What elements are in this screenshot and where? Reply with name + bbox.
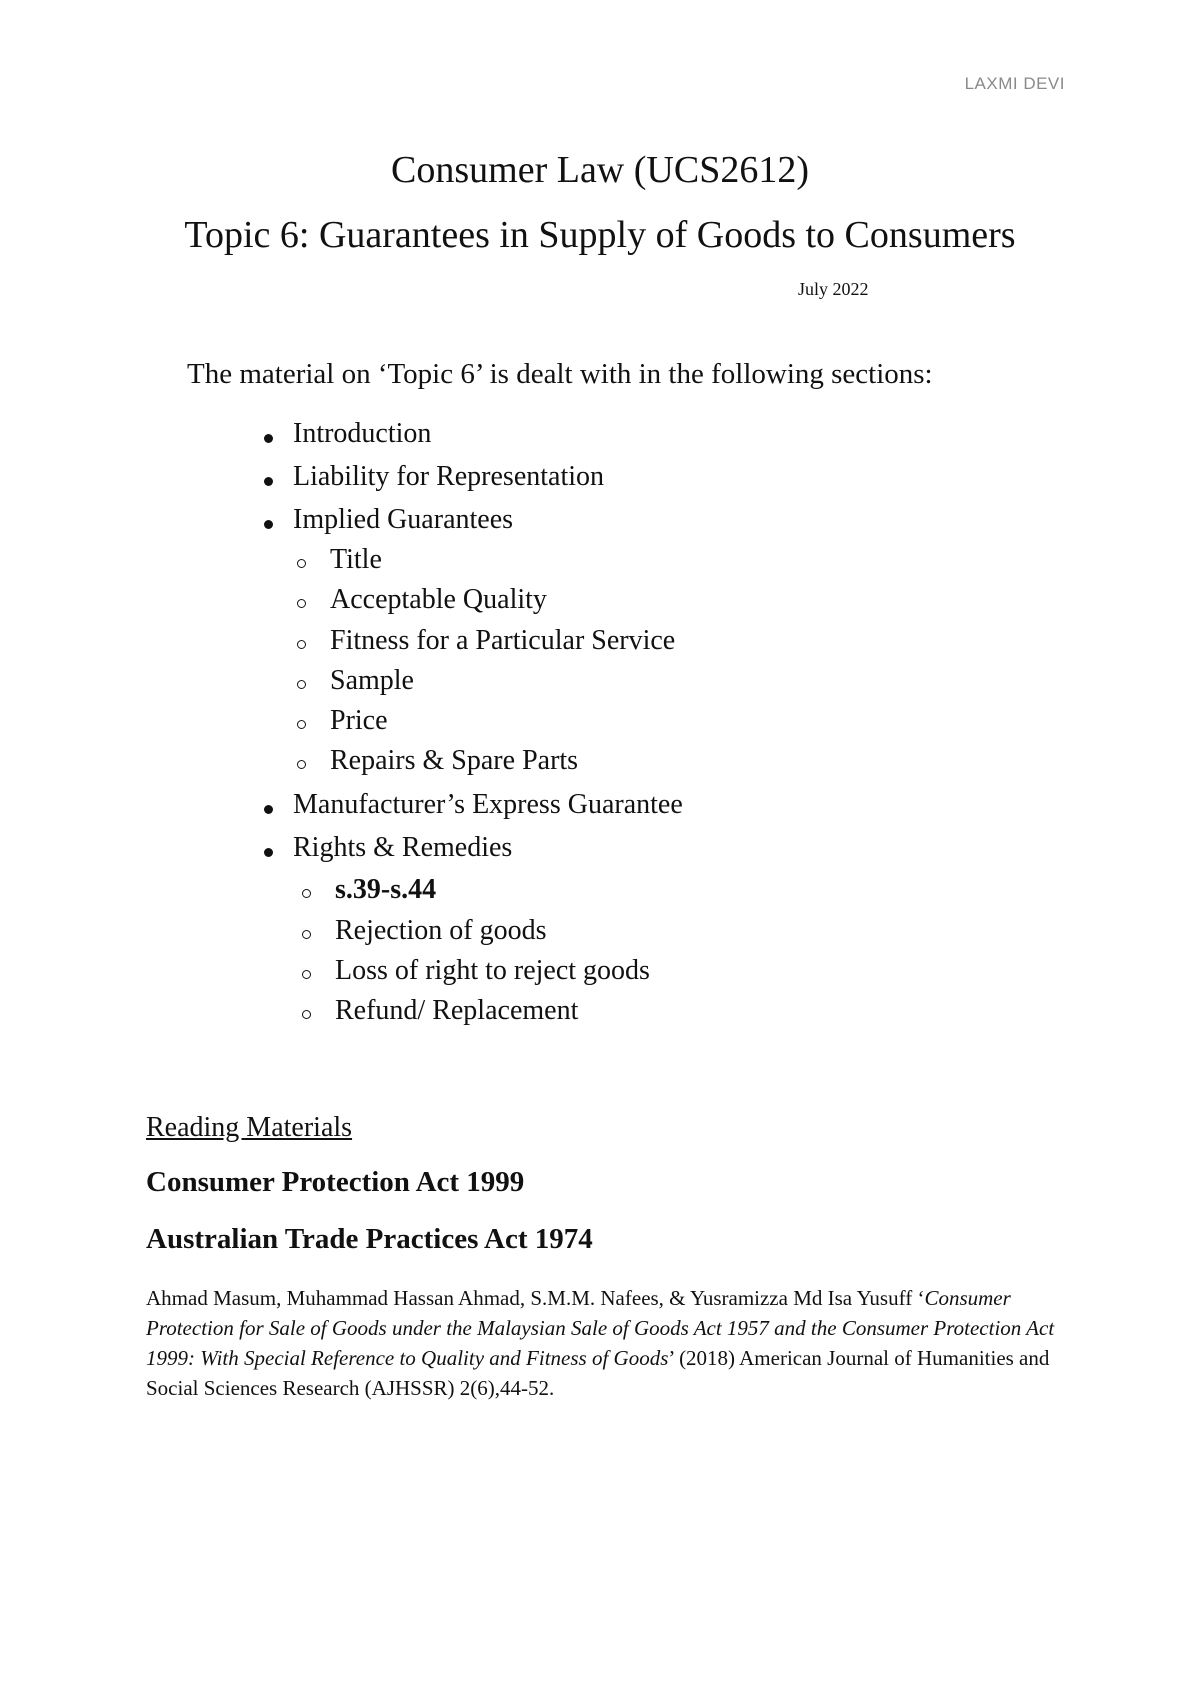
outline-subitem: Sample	[330, 665, 414, 696]
topic-title: Topic 6: Guarantees in Supply of Goods to Consumers	[184, 214, 1016, 256]
circle-bullet-icon	[297, 640, 306, 649]
bullet-icon	[264, 848, 273, 857]
act-title: Australian Trade Practices Act 1974	[146, 1223, 593, 1255]
reference-citation: (2018) American Journal of Humanities and Social Sciences Research (AJHSSR) 2(6),44-52.	[146, 1346, 1050, 1400]
outline-subitem: Loss of right to reject goods	[335, 955, 650, 986]
circle-bullet-icon	[297, 680, 306, 689]
circle-bullet-icon	[297, 559, 306, 568]
outline-item-manufacturer: Manufacturer’s Express Guarantee	[293, 789, 683, 820]
reference-authors: Ahmad Masum, Muhammad Hassan Ahmad, S.M.M. Nafees, & Yusramizza Md Isa Yusuff	[146, 1286, 913, 1310]
bullet-icon	[264, 520, 273, 529]
journal-reference	[146, 1283, 1076, 1403]
outline-subitem: Acceptable Quality	[330, 584, 547, 615]
outline-subitem: Rejection of goods	[335, 915, 547, 946]
circle-bullet-icon	[297, 599, 306, 608]
bullet-icon	[264, 434, 273, 443]
outline-item-implied: Implied Guarantees	[293, 504, 514, 535]
circle-bullet-icon	[302, 930, 311, 939]
circle-bullet-icon	[302, 1010, 311, 1019]
outline-item-introduction: Introduction	[293, 418, 432, 449]
outline-subitem: Price	[330, 705, 388, 736]
outline-item-rights: Rights & Remedies	[293, 832, 513, 863]
outline-subitem: Repairs & Spare Parts	[330, 745, 579, 776]
course-title: Consumer Law (UCS2612)	[391, 149, 809, 191]
outline-subitem: Fitness for a Particular Service	[330, 625, 676, 656]
outline-subitem: s.39-s.44	[335, 874, 437, 905]
outline-subitem: Title	[330, 544, 382, 575]
circle-bullet-icon	[297, 720, 306, 729]
circle-bullet-icon	[302, 889, 311, 898]
reference-close-quote: ’	[668, 1346, 674, 1370]
outline-subitem: Refund/ Replacement	[335, 995, 579, 1026]
intro-text: The material on ‘Topic 6’ is dealt with in the following sections:	[187, 358, 933, 390]
reference-article-title: Consumer Protection for Sale of Goods under the Malaysian Sale of Goods Act 1957 and the Consumer Protection Act 1999: With Special Reference to Quality and Fitness of Goods	[146, 1286, 1055, 1370]
author-header: LAXMI DEVI	[964, 74, 1065, 93]
document-date: July 2022	[798, 279, 869, 299]
reference-open-quote: ‘	[917, 1286, 925, 1310]
circle-bullet-icon	[297, 760, 306, 769]
outline-item-liability: Liability for Representation	[293, 461, 605, 492]
bullet-icon	[264, 805, 273, 814]
act-title: Consumer Protection Act 1999	[146, 1166, 525, 1198]
reading-materials-heading: Reading Materials	[146, 1112, 353, 1143]
circle-bullet-icon	[302, 970, 311, 979]
bullet-icon	[264, 477, 273, 486]
